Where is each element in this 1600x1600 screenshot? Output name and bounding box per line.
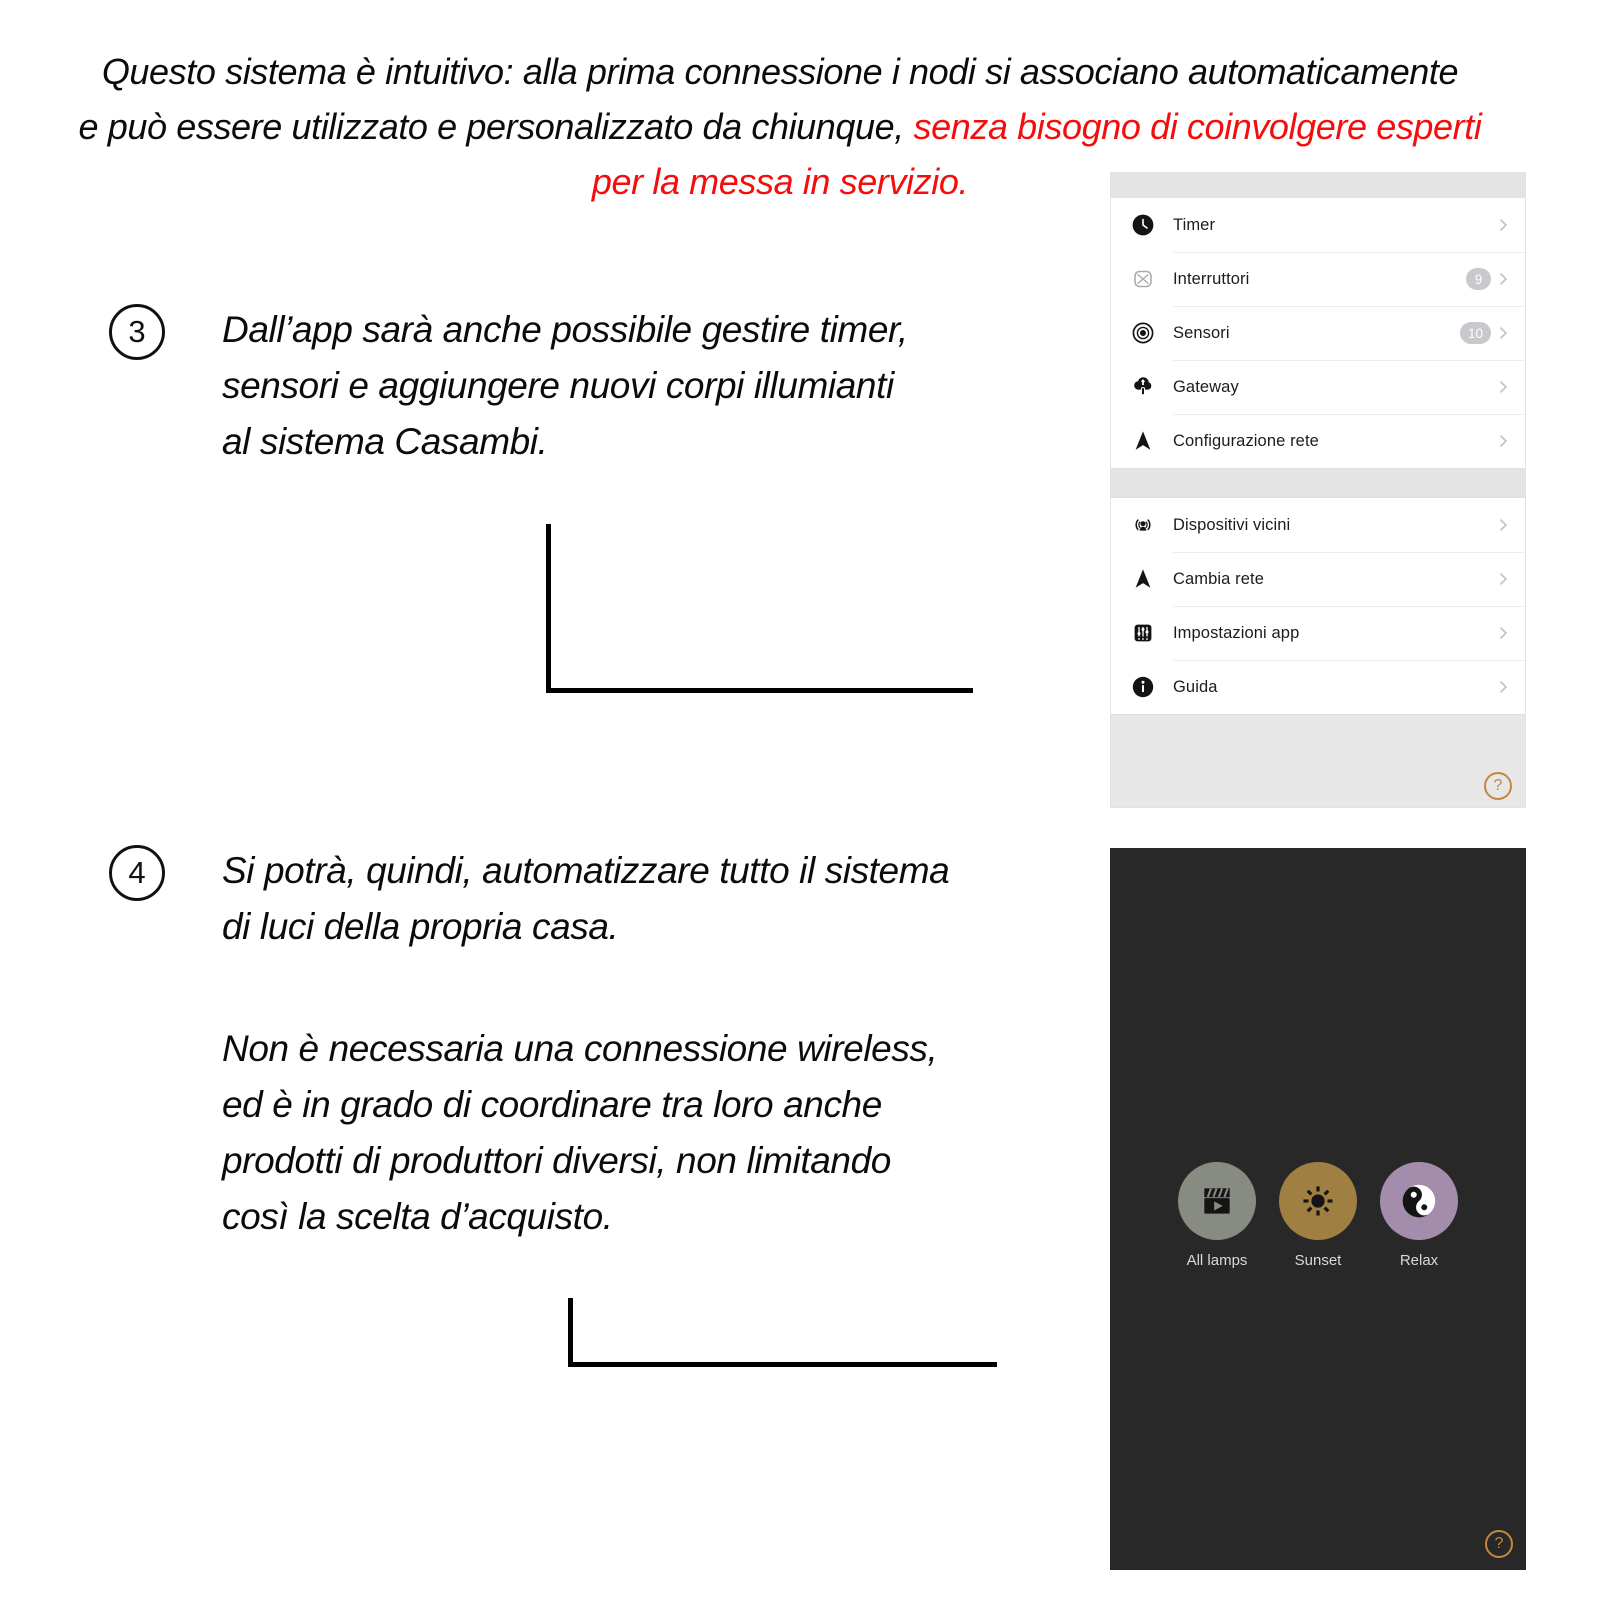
step-4-line-4: ed è in grado di coordinare tra loro anche [222, 1084, 882, 1125]
help-icon[interactable]: ? [1485, 1530, 1513, 1558]
scene-label: Sunset [1294, 1252, 1342, 1269]
scene-row [1110, 1162, 1526, 1269]
menu-item-label: Cambia rete [1173, 569, 1264, 588]
menu-item-label: Timer [1173, 215, 1216, 234]
menu-item-impostazioni-app[interactable] [1111, 606, 1525, 660]
step-4-line-3: Non è necessaria una connessione wireless, [222, 1028, 938, 1069]
info-icon [1131, 675, 1155, 699]
brightness-icon [1299, 1182, 1337, 1220]
menu-item-sensori[interactable] [1111, 306, 1525, 360]
nav-arrow-icon [1131, 567, 1155, 591]
intro-line-3: per la messa in servizio. [591, 161, 969, 202]
scene-sunset-button[interactable] [1279, 1162, 1357, 1240]
intro-line-2-black: e può essere utilizzato e personalizzato da chiunque, [78, 106, 904, 147]
scene-all-lamps [1178, 1162, 1256, 1269]
menu-item-dispositivi-vicini[interactable] [1111, 498, 1525, 552]
step-4-line-1: Si potrà, quindi, automatizzare tutto il sistema [222, 850, 950, 891]
menu-footer [1111, 714, 1525, 807]
yin-yang-icon [1399, 1181, 1439, 1221]
chevron-right-icon [1493, 377, 1513, 397]
menu-section-divider [1111, 468, 1525, 498]
step-4-text [222, 843, 949, 1245]
scene-label: Relax [1399, 1252, 1439, 1269]
menu-item-label: Dispositivi vicini [1173, 515, 1291, 534]
step-4-line-6: così la scelta d’acquisto. [222, 1196, 613, 1237]
count-badge: 9 [1466, 268, 1491, 290]
menu-item-configurazione-rete[interactable] [1111, 414, 1525, 468]
step-3-line-2: sensori e aggiungere nuovi corpi illumianti [222, 365, 894, 406]
connector-line-1 [546, 524, 973, 693]
chevron-right-icon [1493, 515, 1513, 535]
count-badge: 10 [1460, 322, 1491, 344]
step-3-text [222, 302, 908, 470]
menu-item-label: Configurazione rete [1173, 431, 1319, 450]
scene-relax [1380, 1162, 1458, 1269]
menu-item-cambia-rete[interactable] [1111, 552, 1525, 606]
step-number-4: 4 [109, 845, 165, 901]
scene-sunset [1279, 1162, 1357, 1269]
menu-item-timer[interactable] [1111, 198, 1525, 252]
scene-label: All lamps [1186, 1252, 1248, 1269]
menu-item-label: Guida [1173, 677, 1218, 696]
chevron-right-icon [1493, 269, 1513, 289]
nearby-devices-icon [1131, 513, 1155, 537]
menu-item-label: Impostazioni app [1173, 623, 1300, 642]
menu-item-label: Gateway [1173, 377, 1239, 396]
scene-relax-button[interactable] [1380, 1162, 1458, 1240]
connector-line-2 [568, 1298, 997, 1367]
menu-top-band [1111, 173, 1525, 198]
intro-line-1: Questo sistema è intuitivo: alla prima connessione i nodi si associano automaticamente [101, 51, 1459, 92]
sensor-icon [1131, 321, 1155, 345]
clapperboard-icon [1198, 1182, 1236, 1220]
scene-all-lamps-button[interactable] [1178, 1162, 1256, 1240]
nav-arrow-icon [1131, 429, 1155, 453]
switch-icon [1131, 267, 1155, 291]
menu-item-label: Sensori [1173, 323, 1230, 342]
help-icon[interactable]: ? [1484, 772, 1512, 800]
menu-item-label: Interruttori [1173, 269, 1250, 288]
menu-item-guida[interactable] [1111, 660, 1525, 714]
intro-line-2 [0, 99, 1560, 154]
intro-line-2-red: senza bisogno di coinvolgere esperti [913, 106, 1482, 147]
chevron-right-icon [1493, 215, 1513, 235]
step-number-3: 3 [109, 304, 165, 360]
chevron-right-icon [1493, 623, 1513, 643]
gateway-icon [1131, 375, 1155, 399]
menu-item-interruttori[interactable] [1111, 252, 1525, 306]
chevron-right-icon [1493, 431, 1513, 451]
menu-item-gateway[interactable] [1111, 360, 1525, 414]
step-3-line-1: Dall’app sarà anche possibile gestire timer, [222, 309, 908, 350]
step-3-line-3: al sistema Casambi. [222, 421, 548, 462]
chevron-right-icon [1493, 569, 1513, 589]
clock-icon [1131, 213, 1155, 237]
chevron-right-icon [1493, 323, 1513, 343]
step-4-line-2: di luci della propria casa. [222, 906, 619, 947]
menu-screenshot [1110, 172, 1526, 808]
chevron-right-icon [1493, 677, 1513, 697]
scenes-screenshot [1110, 848, 1526, 1570]
sliders-icon [1131, 621, 1155, 645]
step-4-line-5: prodotti di produttori diversi, non limitando [222, 1140, 891, 1181]
